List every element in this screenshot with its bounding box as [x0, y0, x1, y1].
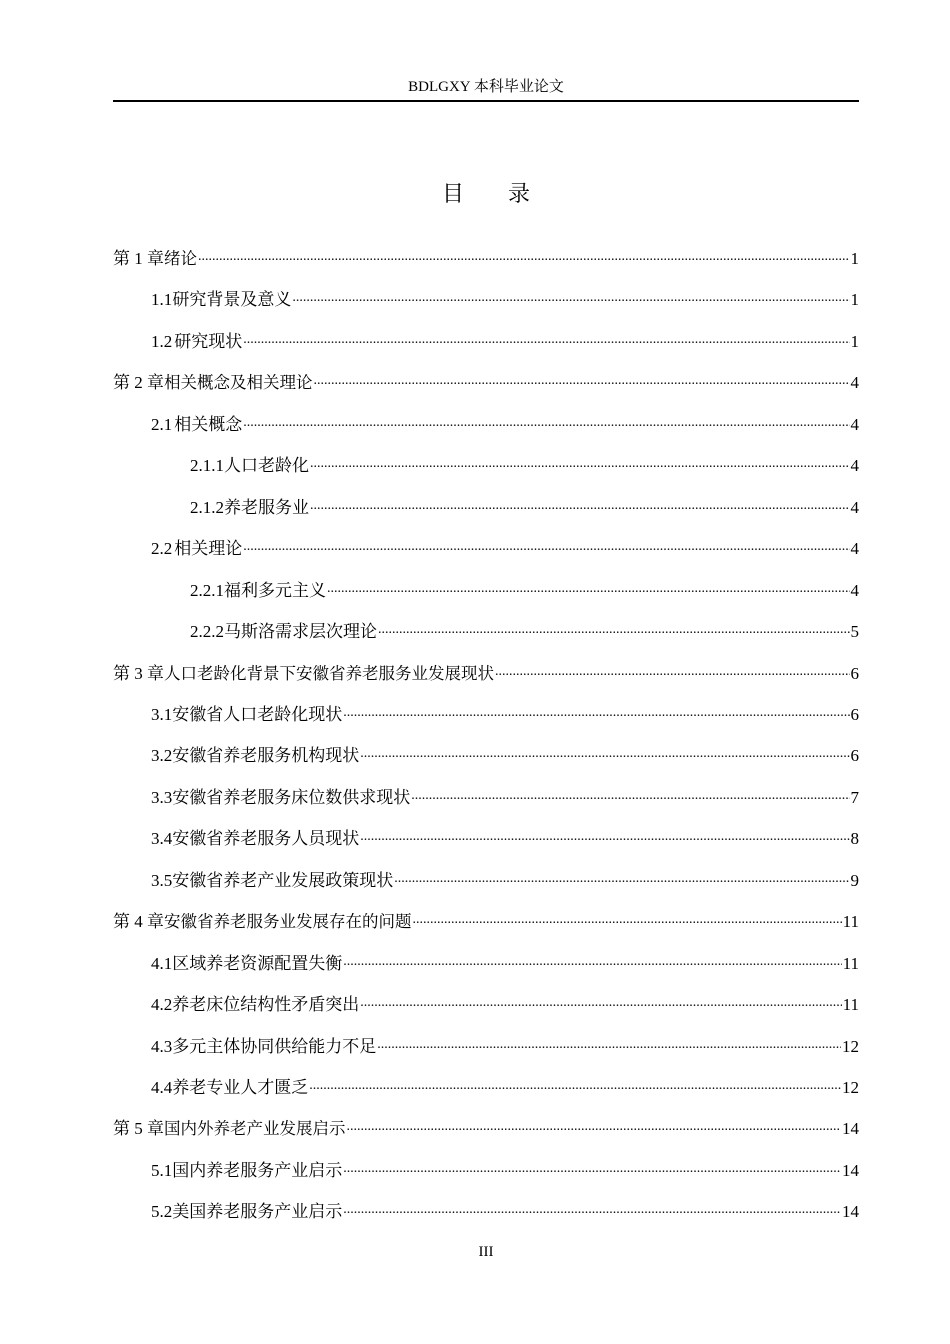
toc-entry-number: 4.4 — [151, 1078, 173, 1097]
toc-entry-number: 1.2 — [151, 331, 173, 351]
toc-title-part1: 目 — [441, 181, 464, 206]
toc-dot-leader — [360, 830, 849, 844]
toc-entry-title: 福利多元主义 — [224, 580, 326, 600]
toc-entry-number: 3.2 — [151, 746, 173, 766]
toc-entry-title: 安徽省养老产业发展政策现状 — [172, 870, 394, 890]
toc-entry[interactable] — [113, 741, 859, 771]
toc-entry-title: 人口老龄化背景下安徽省养老服务业发展现状 — [164, 664, 494, 683]
header-rule — [113, 100, 859, 102]
toc-entry-title: 人口老龄化 — [224, 456, 309, 476]
toc-entry-number: 3.5 — [151, 870, 173, 890]
toc-entry[interactable] — [113, 451, 859, 481]
toc-entry[interactable] — [113, 700, 859, 730]
toc-entry-page: 4 — [850, 539, 859, 559]
toc-entry-title: 国内外养老产业发展启示 — [164, 1120, 346, 1139]
toc-entry-page: 1 — [850, 290, 859, 310]
toc-entry-number: 3.1 — [151, 704, 173, 724]
toc-dot-leader — [243, 416, 849, 430]
toc-entry-number: 2.1.1 — [190, 456, 224, 476]
toc-dot-leader — [310, 499, 850, 513]
toc-entry-number: 第 5 章 — [113, 1119, 164, 1139]
toc-dot-leader — [309, 1079, 841, 1093]
toc-entry-title: 相关概念 — [174, 414, 243, 434]
toc-entry-title: 研究现状 — [174, 331, 243, 351]
toc-dot-leader — [413, 913, 842, 927]
toc-entry-number: 第 2 章 — [113, 373, 164, 393]
toc-entry-title: 安徽省养老服务人员现状 — [172, 829, 360, 849]
toc-dot-leader — [198, 250, 850, 264]
page-number: III — [478, 1244, 494, 1260]
toc-entry-title: 美国养老服务产业启示 — [172, 1202, 343, 1222]
toc-dot-leader — [243, 540, 849, 554]
toc-entry-number: 第 3 章 — [113, 663, 164, 683]
toc-entry-number: 2.2 — [151, 539, 173, 559]
toc-entry-title: 安徽省养老服务机构现状 — [172, 746, 360, 766]
toc-dot-leader — [243, 333, 849, 347]
toc-entry[interactable] — [113, 576, 859, 606]
toc-dot-leader — [327, 582, 850, 596]
toc-entry-page: 6 — [850, 746, 859, 766]
toc-entry-title: 国内养老服务产业启示 — [172, 1160, 343, 1180]
toc-entry[interactable] — [113, 1073, 859, 1103]
toc-entry-title: 绪论 — [164, 250, 197, 268]
toc-entry[interactable] — [113, 327, 859, 357]
toc-entry-page: 7 — [850, 787, 859, 807]
toc-entry[interactable] — [113, 493, 859, 523]
toc-dot-leader — [360, 747, 849, 761]
toc-entry-number: 5.2 — [151, 1202, 173, 1222]
toc-entry-title: 安徽省养老服务床位数供求现状 — [172, 787, 411, 807]
toc-dot-leader — [347, 1120, 842, 1134]
toc-entry-page: 4 — [850, 456, 859, 476]
toc-entry-page: 9 — [850, 870, 859, 890]
toc-entry-number: 3.4 — [151, 829, 173, 849]
toc-entry-page: 12 — [842, 1078, 859, 1097]
toc-entry-page: 11 — [842, 995, 859, 1015]
toc-dot-leader — [394, 872, 849, 886]
toc-entry[interactable] — [113, 368, 859, 398]
toc-entry-title: 马斯洛需求层次理论 — [224, 622, 377, 642]
toc-entry-number: 第 1 章 — [113, 249, 164, 268]
toc-dot-leader — [310, 457, 850, 471]
toc-entry-title: 研究背景及意义 — [172, 290, 292, 310]
toc-entry[interactable] — [113, 534, 859, 564]
toc-entry-title: 相关理论 — [174, 539, 243, 559]
toc-entry[interactable] — [113, 617, 859, 647]
toc-entry-page: 14 — [842, 1119, 859, 1139]
toc-entry[interactable] — [113, 824, 859, 854]
toc-dot-leader — [411, 789, 849, 803]
toc-entry-page: 14 — [842, 1160, 859, 1180]
toc-entry-page: 11 — [842, 912, 859, 932]
toc-entry[interactable] — [113, 244, 859, 274]
toc-entry-number: 5.1 — [151, 1160, 173, 1180]
toc-dot-leader — [314, 374, 850, 388]
toc-entry-number: 4.1 — [151, 953, 173, 973]
toc-entry-page: 14 — [842, 1202, 859, 1222]
toc-entry-page: 1 — [850, 249, 859, 268]
toc-entry[interactable] — [113, 949, 859, 979]
toc-entry-number: 第 4 章 — [113, 912, 164, 932]
toc-entry-title: 相关概念及相关理论 — [164, 374, 313, 393]
toc-entry-number: 2.2.1 — [190, 580, 224, 600]
page-header: BDLGXY 本科毕业论文 — [408, 79, 564, 95]
toc-entry-page: 4 — [850, 373, 859, 393]
toc-entry[interactable] — [113, 1114, 859, 1144]
toc-entry-title: 养老专业人才匮乏 — [172, 1078, 309, 1097]
toc-dot-leader — [343, 1203, 841, 1217]
toc-entry-number: 4.2 — [151, 995, 173, 1015]
toc-dot-leader — [343, 955, 841, 969]
toc-entry-page: 8 — [850, 829, 859, 849]
toc-entry-page: 6 — [850, 663, 859, 683]
toc-entry-page: 4 — [850, 580, 859, 600]
toc-dot-leader — [495, 665, 850, 679]
toc-entry-page: 4 — [850, 497, 859, 517]
toc-entry-page: 1 — [850, 331, 859, 351]
toc-entry-number: 2.1 — [151, 414, 173, 434]
toc-dot-leader — [343, 1162, 841, 1176]
toc-title-part2: 录 — [508, 181, 531, 206]
toc-entry-number: 1.1 — [151, 290, 173, 310]
toc-dot-leader — [360, 996, 841, 1010]
toc-entry[interactable] — [113, 783, 859, 813]
toc-entry-page: 6 — [850, 704, 859, 724]
toc-entry-page: 12 — [842, 1036, 859, 1056]
toc-entry-title: 区域养老资源配置失衡 — [172, 953, 343, 973]
toc-entry-page: 11 — [842, 953, 859, 973]
toc-entry[interactable] — [113, 659, 859, 689]
toc-entry[interactable] — [113, 990, 859, 1020]
toc-entry-title: 安徽省养老服务业发展存在的问题 — [164, 913, 412, 932]
toc-entry[interactable] — [113, 1197, 859, 1227]
toc-entry-number: 4.3 — [151, 1036, 173, 1056]
toc-entry-title: 养老床位结构性矛盾突出 — [172, 995, 360, 1015]
toc-entry-title: 安徽省人口老龄化现状 — [172, 704, 343, 724]
toc-entry[interactable] — [113, 866, 859, 896]
toc-entry-page: 5 — [850, 622, 859, 642]
toc-entry-page: 4 — [850, 414, 859, 434]
toc-entry[interactable] — [113, 1156, 859, 1186]
toc-dot-leader — [292, 291, 849, 305]
toc-entry-number: 2.2.2 — [190, 622, 224, 642]
toc-entry[interactable] — [113, 410, 859, 440]
toc-entry-title: 多元主体协同供给能力不足 — [172, 1036, 377, 1056]
toc-entry[interactable] — [113, 1032, 859, 1062]
toc-entry[interactable] — [113, 907, 859, 937]
toc-dot-leader — [378, 623, 850, 637]
toc-entry-number: 2.1.2 — [190, 497, 224, 517]
toc-entry-title: 养老服务业 — [224, 497, 309, 517]
toc-dot-leader — [377, 1038, 841, 1052]
toc-entry-number: 3.3 — [151, 787, 173, 807]
toc-entry[interactable] — [113, 285, 859, 315]
toc-dot-leader — [343, 706, 849, 720]
toc-title — [113, 178, 859, 210]
